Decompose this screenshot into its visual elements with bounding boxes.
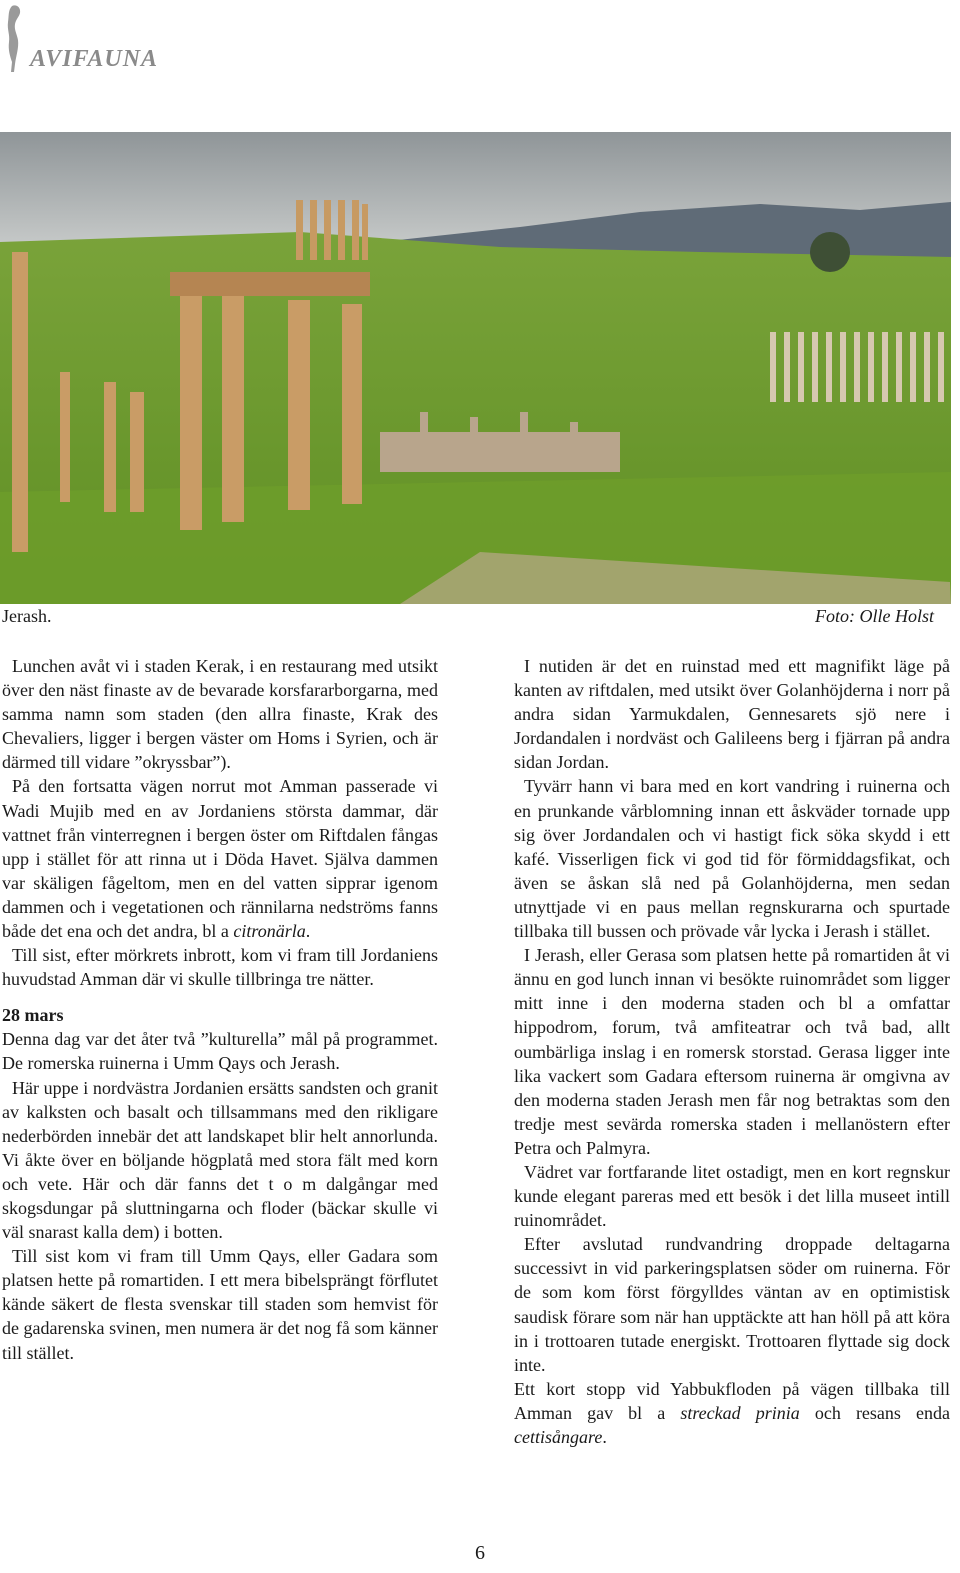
paragraph: Denna dag var det åter två ”kulturella” mål på programmet. De romerska ruinerna i Umm Qays och Jerash. (2, 1029, 438, 1074)
left-column (2, 654, 438, 1365)
paragraph: Ett kort stopp vid Yabbukfloden på vägen tillbaka till Amman gav bl a streckad prinia och resans enda cettisångare. (514, 1378, 950, 1447)
paragraph: Till sist kom vi fram till Umm Qays, eller Gadara som platsen hette på romartiden. I ett mera bibelsprängt förflutet kände säkert de flesta svenskar till staden som hemvist för de gadarenska svinen, men numera är det nog få som känner till stället. (2, 1246, 438, 1363)
bird-silhouette-icon (2, 4, 30, 74)
right-column (514, 654, 950, 1449)
paragraph: Till sist, efter mörkrets inbrott, kom vi fram till Jordaniens huvudstad Amman där vi skulle tillbringa tre nätter. (2, 945, 438, 990)
page-number: 6 (475, 1542, 485, 1564)
paragraph: Vädret var fortfarande litet ostadigt, men en kort regnskur kunde elegant pareras med ett besök i det lilla museet intill ruinområdet. (514, 1161, 950, 1231)
paragraph: Efter avslutad rundvandring droppade deltagarna successivt in vid parkeringsplatsen söder om ruinerna. För de som kom först förgylldes väntan av en optimistisk saudisk förare som när han upptäckte att han höll på att köra in i trottoaren tutade energiskt. Trottoaren flyttade sig dock inte. (514, 1234, 950, 1375)
paragraph: I Jerash, eller Gerasa som platsen hette på romartiden åt vi ännu en god lunch innan vi besökte ruinområdet som ligger mitt inne i den moderna staden och bl a omfattar hippodrom, forum, två amfiteatrar och två bad, allt oumbärliga inslag i en romersk storstad. Gerasa ligger inte lika vackert som Gadara eftersom ruinerna är omgivna av den moderna staden Jerash men får nog betraktas som den tredje mest sevärda romerska staden i mellanöstern efter Petra och Palmyra. (514, 945, 950, 1158)
paragraph: Här uppe i nordvästra Jordanien ersätts sandsten och granit av kalksten och basalt och tillsammans med den rikligare nederbörden innebär det att landskapet blir helt annorlunda. Vi åkte över en böljande högplatå med stora fält med korn och vete. Här och där fanns det t o m dalgångar med skogsdungar på sluttningarna och floder (bäckar skulle vi väl snarast kalla dem) i botten. (2, 1077, 438, 1243)
paragraph: På den fortsatta vägen norrut mot Amman passerade vi Wadi Mujib med en av Jordaniens största dammar, där vattnet från vinterregnen i bergen öster om Riftdalen fångas upp i stället för att rinna ut i Döda Havet. Själva dammen var skäligen fågeltom, men en del vatten sipprar igenom dammen och i vegetationen och rännilarna nedströms fanns både det ena och det andra, bl a citronärla. (2, 776, 438, 942)
paragraph: Lunchen avåt vi i staden Kerak, i en restaurang med utsikt över den näst finaste av de bevarade korsfararborgarna, med samma namn som staden (den allra finaste, Krak des Chevaliers, ligger i bergen väster om Homs i Syrien, och är därmed till vidare ”okryssbar”). (2, 656, 438, 773)
paragraph: Tyvärr hann vi bara med en kort vandring i ruinerna och en prunkande vårblomning innan ett åskväder tornade upp sig över Jordandalen och vi hastigt fick söka skydd i ett kafé. Visserligen fick vi god tid för förmiddagsfikat, och även se åskan slå ned på Golanhöjderna, men sedan utnyttjade vi en paus mellan regnskurarna och spurtade tillbaka till bussen och prövade vår lycka i Jerash i stället. (514, 776, 950, 942)
paragraph: I nutiden är det en ruinstad med ett magnifikt läge på kanten av riftdalen, med utsikt över Golanhöjderna i norr på andra sidan Yarmukdalen, Gennesarets sjö nere i Jordandalen i nordväst och Galileens berg i fjärran på andra sidan Jordan. (514, 656, 950, 773)
avifauna-logo (0, 0, 200, 90)
logo-text: AVIFAUNA (30, 46, 159, 72)
photo-credit: Foto: Olle Holst (815, 606, 934, 626)
section-heading: 28 mars (2, 1005, 64, 1026)
photo-caption: Jerash. (2, 606, 52, 626)
roman-ruins-photo (0, 132, 951, 604)
